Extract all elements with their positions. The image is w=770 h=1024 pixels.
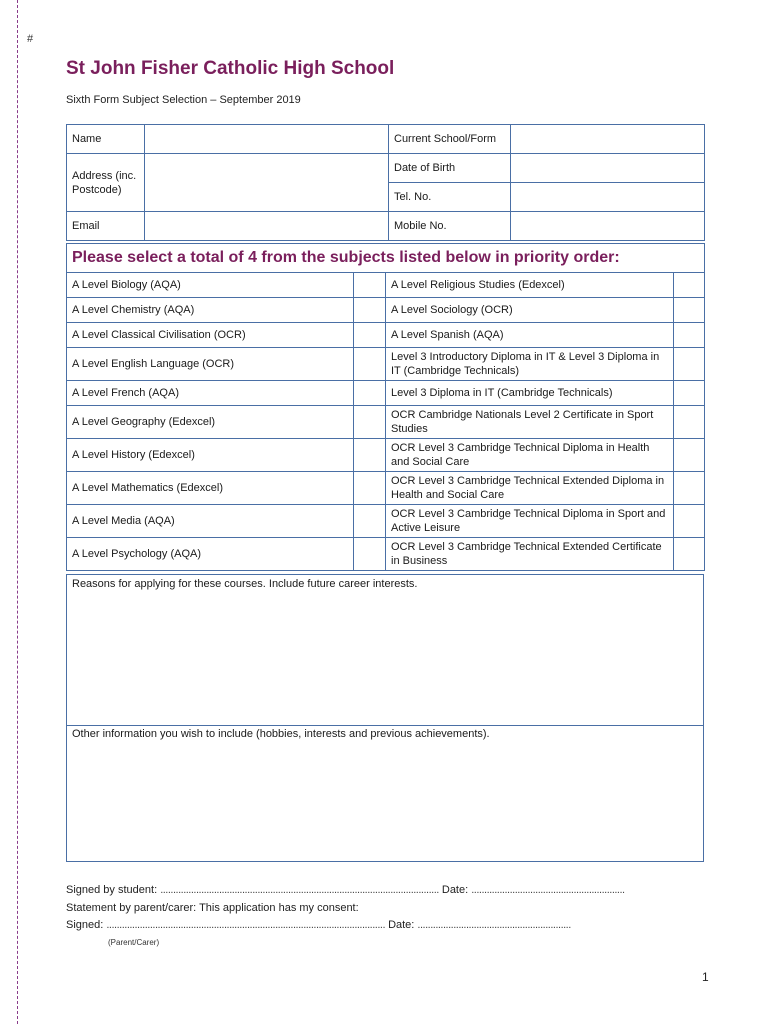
subject-right-label: Level 3 Introductory Diploma in IT & Level 3 Diploma in IT (Cambridge Technicals) — [386, 348, 674, 381]
subject-left-label: A Level Classical Civilisation (OCR) — [67, 323, 354, 348]
form-subtitle: Sixth Form Subject Selection – September 2019 — [66, 94, 301, 106]
subject-right-label: A Level Religious Studies (Edexcel) — [386, 273, 674, 298]
subject-left-priority-box[interactable] — [354, 273, 386, 298]
subject-left-priority-box[interactable] — [354, 505, 386, 538]
consent-statement: Statement by parent/carer: This application has my consent: — [66, 902, 359, 914]
parent-date-dots[interactable]: ............................................................ — [417, 919, 571, 931]
subject-right-priority-box[interactable] — [674, 298, 705, 323]
email-label: Email — [67, 212, 145, 241]
subject-row — [67, 348, 705, 381]
subject-left-priority-box[interactable] — [354, 298, 386, 323]
parent-signature-line — [66, 919, 571, 931]
subject-left-label: A Level Geography (Edexcel) — [67, 406, 354, 439]
subject-right-priority-box[interactable] — [674, 273, 705, 298]
subject-right-priority-box[interactable] — [674, 472, 705, 505]
subject-left-priority-box[interactable] — [354, 381, 386, 406]
subject-right-priority-box[interactable] — [674, 406, 705, 439]
subject-right-label: OCR Level 3 Cambridge Technical Extended Diploma in Health and Social Care — [386, 472, 674, 505]
subject-right-priority-box[interactable] — [674, 538, 705, 571]
name-label: Name — [67, 125, 145, 154]
subject-right-priority-box[interactable] — [674, 323, 705, 348]
current-school-field[interactable] — [511, 125, 705, 154]
subject-left-label: A Level History (Edexcel) — [67, 439, 354, 472]
subject-row — [67, 298, 705, 323]
tel-field[interactable] — [511, 183, 705, 212]
email-field[interactable] — [145, 212, 389, 241]
subject-right-label: A Level Spanish (AQA) — [386, 323, 674, 348]
subject-left-label: A Level English Language (OCR) — [67, 348, 354, 381]
subject-row — [67, 472, 705, 505]
subject-left-priority-box[interactable] — [354, 439, 386, 472]
address-field[interactable] — [145, 154, 389, 212]
subject-right-label: OCR Level 3 Cambridge Technical Extended Certificate in Business — [386, 538, 674, 571]
subject-right-label: OCR Cambridge Nationals Level 2 Certificate in Sport Studies — [386, 406, 674, 439]
subjects-table — [66, 243, 705, 571]
parent-signed-label: Signed: — [66, 919, 104, 931]
subject-row — [67, 323, 705, 348]
dob-label: Date of Birth — [389, 154, 511, 183]
subject-right-priority-box[interactable] — [674, 505, 705, 538]
subject-row — [67, 381, 705, 406]
page-marker: # — [27, 33, 34, 45]
other-info-box[interactable] — [66, 725, 704, 862]
address-label: Address (inc. Postcode) — [67, 154, 145, 212]
subject-left-label: A Level Psychology (AQA) — [67, 538, 354, 571]
subject-left-priority-box[interactable] — [354, 348, 386, 381]
subject-left-label: A Level Mathematics (Edexcel) — [67, 472, 354, 505]
parent-signature-dots[interactable]: ............................................................................................................. — [106, 919, 385, 931]
subject-right-label: OCR Level 3 Cambridge Technical Diploma in Sport and Active Leisure — [386, 505, 674, 538]
subject-row — [67, 406, 705, 439]
subject-left-priority-box[interactable] — [354, 472, 386, 505]
subject-right-priority-box[interactable] — [674, 439, 705, 472]
subject-left-label: A Level French (AQA) — [67, 381, 354, 406]
subject-row — [67, 439, 705, 472]
student-signature-line — [66, 884, 625, 896]
page-number: 1 — [702, 970, 709, 984]
dob-field[interactable] — [511, 154, 705, 183]
student-signed-label: Signed by student: — [66, 884, 158, 896]
subject-right-label: OCR Level 3 Cambridge Technical Diploma in Health and Social Care — [386, 439, 674, 472]
school-name: St John Fisher Catholic High School — [66, 58, 395, 79]
subject-row — [67, 505, 705, 538]
subject-rows — [67, 273, 705, 571]
subject-left-priority-box[interactable] — [354, 406, 386, 439]
subject-left-label: A Level Chemistry (AQA) — [67, 298, 354, 323]
subject-right-priority-box[interactable] — [674, 381, 705, 406]
student-date-dots[interactable]: ............................................................ — [471, 884, 625, 896]
tel-label: Tel. No. — [389, 183, 511, 212]
subject-row — [67, 538, 705, 571]
reasons-label: Reasons for applying for these courses. Include future career interests. — [72, 578, 418, 590]
reasons-box[interactable] — [66, 574, 704, 726]
subject-right-label: Level 3 Diploma in IT (Cambridge Technicals) — [386, 381, 674, 406]
subject-left-label: A Level Media (AQA) — [67, 505, 354, 538]
parent-carer-caption: (Parent/Carer) — [108, 938, 160, 947]
subject-right-priority-box[interactable] — [674, 348, 705, 381]
subject-left-priority-box[interactable] — [354, 538, 386, 571]
current-school-label: Current School/Form — [389, 125, 511, 154]
mobile-field[interactable] — [511, 212, 705, 241]
mobile-label: Mobile No. — [389, 212, 511, 241]
student-date-label: Date: — [441, 884, 469, 896]
name-field[interactable] — [145, 125, 389, 154]
student-details-table — [66, 124, 705, 241]
subject-left-priority-box[interactable] — [354, 323, 386, 348]
subject-right-label: A Level Sociology (OCR) — [386, 298, 674, 323]
margin-line — [17, 0, 18, 1024]
subject-left-label: A Level Biology (AQA) — [67, 273, 354, 298]
other-info-label: Other information you wish to include (hobbies, interests and previous achievements). — [72, 728, 490, 740]
student-signature-dots[interactable]: ............................................................................................................. — [160, 884, 439, 896]
parent-date-label: Date: — [388, 919, 415, 931]
subject-row — [67, 273, 705, 298]
subjects-heading: Please select a total of 4 from the subjects listed below in priority order: — [67, 244, 705, 273]
